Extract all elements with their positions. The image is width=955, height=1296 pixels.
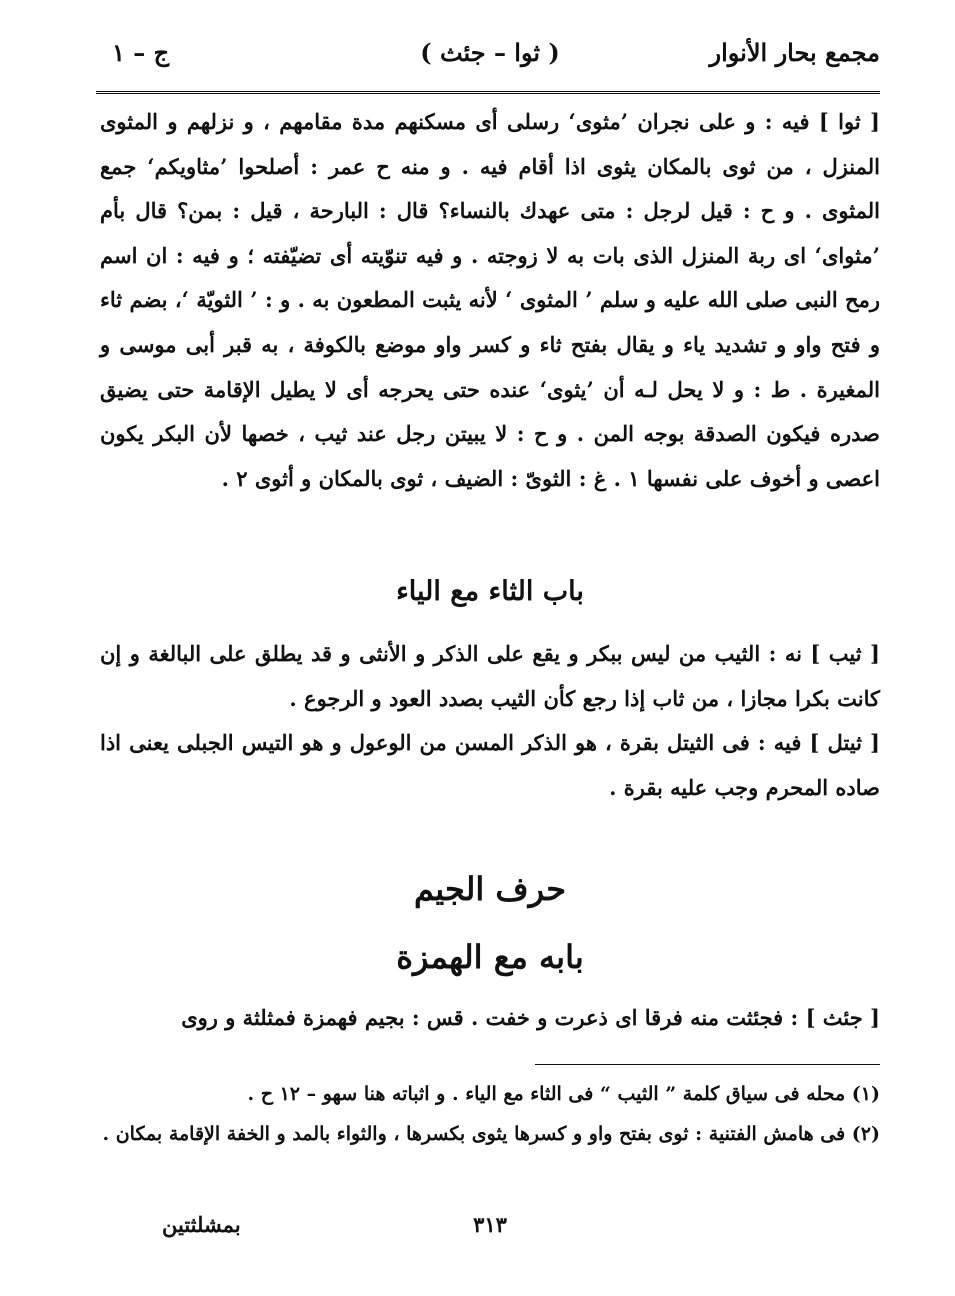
header-divider xyxy=(96,91,880,94)
volume-label: ج – ١ xyxy=(112,38,170,67)
signature-mark: بمشلثتين xyxy=(162,1212,241,1237)
footnote-2: (٢) فى هامش الفتنية : ثوى بفتح واو و كسرها يثوى بكسرها ، والثواء بالمد و الخفة الإقامة بمكان . xyxy=(102,1123,880,1145)
running-header xyxy=(100,38,880,78)
entry-thaytal-text: [ ثيتل ] فيه : فى الثيتل بقرة ، هو الذكر المسن من الوعول و هو التيس الجبلى يعنى اذا صاده المحرم وجب عليه بقرة . xyxy=(100,730,880,800)
entries-tha-ya xyxy=(100,632,880,810)
letter-heading-jim: حرف الجيم xyxy=(414,870,566,908)
entry-jaath xyxy=(100,996,880,1041)
footnote-1: (١) محله فى سياق كلمة ” الثيب “ فى الثاء مع الياء . و اثباته هنا سهو – ١٢ ح . xyxy=(247,1083,880,1105)
book-title: مجمع بحار الأنوار xyxy=(709,38,880,67)
entry-range: ( ثوا – جئث ) xyxy=(420,38,560,67)
page-footer xyxy=(100,1212,880,1248)
chapter-heading-tha-ya: باب الثاء مع الياء xyxy=(396,576,584,607)
footnote-divider xyxy=(535,1064,880,1065)
page-number: ٣١٣ xyxy=(473,1212,507,1237)
entry-thawa xyxy=(100,100,880,501)
footnotes xyxy=(100,1074,880,1154)
entry-jaath-text: [ جئث ] : فجئثت منه فرقا اى ذعرت و خفت . قس : بجيم فهمزة فمثلثة و روى xyxy=(181,1005,880,1030)
entry-thayyib-text: [ ثيب ] نه : الثيب من ليس ببكر و يقع على الذكر و الأنثى و قد يطلق على البالغة و إن كانت بكرا مجازا ، من ثاب إذا رجع كأن الثيب بصدد العود و الرجوع . xyxy=(100,641,880,711)
chapter-heading-jim-hamza: بابه مع الهمزة xyxy=(396,938,584,976)
entry-thawa-text: [ ثوا ] فيه : و على نجران ’مثوى‘ رسلى أى مسكنهم مدة مقامهم ، و نزلهم و المثوى المنزل ، من ثوى بالمكان يثوى اذا أقام فيه . و منه ح عمر : أصلحوا ’مثاويكم‘ جمع المثوى . و ح : قيل لرجل : متى عهدك بالنساء؟ قال : البارحة ، قيل : بمن؟ قال بأم ’مثواى‘ اى ربة المنزل الذى بات به لا زوجته . و فيه تنوّيته أى تضيّفته ؛ و فيه : ان اسم رمح النبى صلى الله عليه و سلم ’ المثوى ‘ لأنه يثبت المطعون به . و : ’ الثويّة ‘، بضم ثاء و فتح واو و تشديد ياء و يقال بفتح ثاء و كسر واو موضع بالكوفة ، به قبر أبى موسى و المغيرة . ط : و لا يحل لـه أن ’يثوى‘ عنده حتى يحرجه أى لا يطيل الإقامة حتى يضيق صدره فيكون الصدقة بوجه المن . و ح : لا يبيتن رجل عند ثيب ، خصها لأن البكر يكون اعصى و أخوف على نفسها ١ . غ : الثوىّ : الضيف ، ثوى بالمكان و أثوى ٢ . xyxy=(100,109,880,491)
